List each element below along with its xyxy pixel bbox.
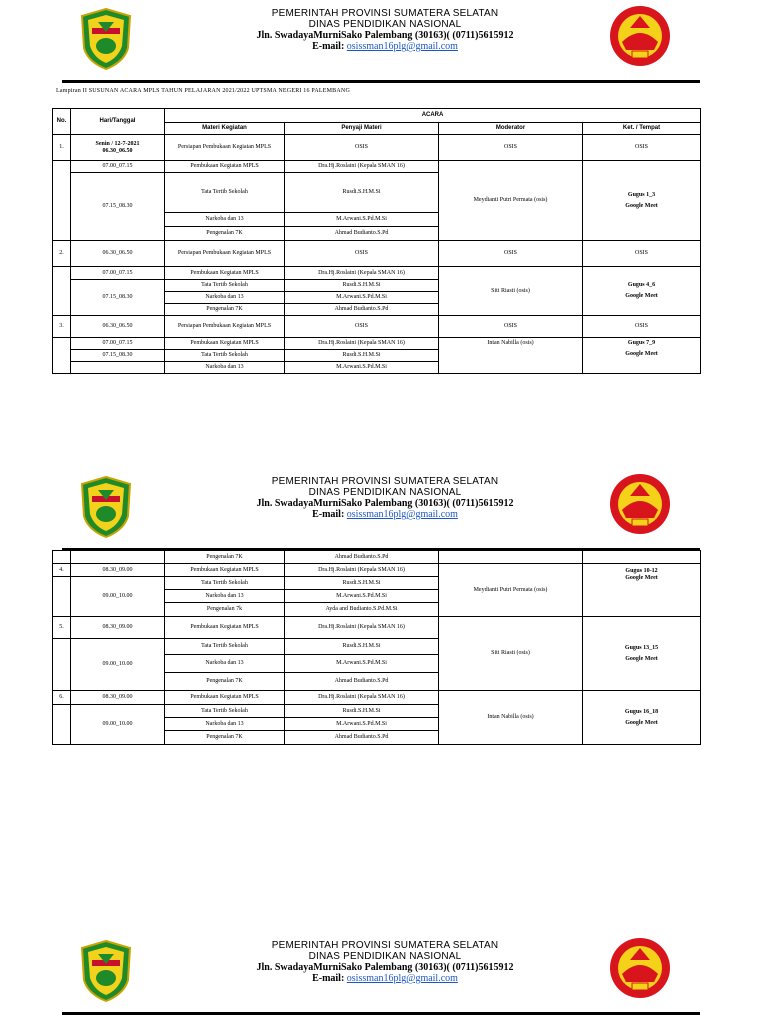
cell-no: 5.	[53, 617, 71, 639]
col-materi: Materi Kegiatan	[165, 123, 285, 135]
cell-materi: Narkoba dan 13	[165, 655, 285, 673]
cell-penyaji: Dra.Hj.Roslaini (Kepala SMAN 16)	[285, 564, 439, 577]
cell-materi: Pembukaan Kegiatan MPLS	[165, 564, 285, 577]
cell-time: 09.00_10.00	[71, 705, 165, 745]
cell-materi: Pembukaan Kegiatan MPLS	[165, 161, 285, 173]
cell-penyaji: Ayda and Budianto.S.Pd.M.Si	[285, 603, 439, 617]
col-penyaji: Penyaji Materi	[285, 123, 439, 135]
provincial-emblem-icon	[80, 940, 132, 1002]
cell-time: 07.00_07.15	[71, 338, 165, 350]
letterhead-address: Jln. SwadayaMurniSako Palembang (30163)( (0711)5615912	[256, 962, 514, 973]
header-divider	[62, 1012, 700, 1015]
cell-date-text: Senin / 12-7-2021	[95, 140, 140, 147]
table-row	[53, 551, 701, 564]
cell-moderator: Intan Nabilla (osis)	[439, 338, 583, 374]
cell-penyaji: OSIS	[285, 241, 439, 267]
cell-time: 06.30_06.50	[102, 147, 133, 154]
letterhead-text	[180, 476, 590, 520]
letterhead-text	[180, 8, 590, 52]
cell-no: 4.	[53, 564, 71, 577]
cell-materi: Pengenalan 7k	[165, 603, 285, 617]
cell-ket-place: Google Meet	[625, 719, 658, 726]
cell-penyaji: Ahmad Budianto.S.Pd	[285, 673, 439, 691]
cell-materi: Narkoba dan 13	[165, 292, 285, 304]
cell-time: 07.00_07.15	[71, 267, 165, 280]
cell-no: 3.	[53, 316, 71, 338]
schedule-table-2	[52, 550, 701, 745]
cell-materi: Pengenalan 7K	[165, 551, 285, 564]
cell-penyaji: M.Arwani.S.Pd.M.Si	[285, 213, 439, 227]
cell-time: 07.15_08.30	[71, 280, 165, 316]
cell-penyaji: Rusdi.S.H.M.Si	[285, 705, 439, 718]
cell-date	[71, 135, 165, 161]
cell-materi: Tata Tertib Sekolah	[165, 639, 285, 655]
table-row	[53, 161, 701, 173]
table-row	[53, 617, 701, 639]
letterhead-government: PEMERINTAH PROVINSI SUMATERA SELATAN	[271, 8, 499, 19]
cell-penyaji: M.Arwani.S.Pd.M.Si	[285, 590, 439, 603]
cell-no	[53, 161, 71, 241]
cell-penyaji: Ahmad Budianto.S.Pd	[285, 551, 439, 564]
letterhead	[0, 468, 768, 548]
cell-penyaji: Rusdi.S.H.M.Si	[285, 639, 439, 655]
cell-time: 07.00_07.15	[71, 161, 165, 173]
cell-no	[53, 639, 71, 691]
cell-time: 09.00_10.00	[71, 577, 165, 617]
cell-penyaji: Dra.Hj.Roslaini (Kepala SMAN 16)	[285, 161, 439, 173]
cell-penyaji: OSIS	[285, 135, 439, 161]
table-row	[53, 135, 701, 161]
letterhead-email-row	[180, 509, 590, 520]
school-emblem-icon	[608, 4, 672, 68]
cell-penyaji: Dra.Hj.Roslaini (Kepala SMAN 16)	[285, 267, 439, 280]
col-no: No.	[53, 109, 71, 135]
cell-materi: Pembukaan Kegiatan MPLS	[165, 338, 285, 350]
email-link[interactable]: osissman16plg@gmail.com	[346, 973, 458, 984]
cell-materi: Narkoba dan 13	[165, 590, 285, 603]
cell-no: 6.	[53, 691, 71, 705]
letterhead-text	[180, 940, 590, 984]
cell-ket	[583, 564, 701, 617]
cell-materi: Tata Tertib Sekolah	[165, 350, 285, 362]
cell-no: 1.	[53, 135, 71, 161]
cell-moderator: Siti Riasti (osis)	[439, 617, 583, 691]
letterhead	[0, 932, 768, 1012]
email-label: E-mail:	[312, 973, 347, 984]
letterhead-email-row	[180, 41, 590, 52]
cell-materi: Tata Tertib Sekolah	[165, 577, 285, 590]
cell-materi: Pembukaan Kegiatan MPLS	[165, 617, 285, 639]
cell-no	[53, 705, 71, 745]
cell-no: 2.	[53, 241, 71, 267]
cell-penyaji: Dra.Hj.Roslaini (Kepala SMAN 16)	[285, 338, 439, 350]
cell-penyaji: Rusdi.S.H.M.Si	[285, 173, 439, 213]
table-row	[53, 316, 701, 338]
letterhead-government: PEMERINTAH PROVINSI SUMATERA SELATAN	[271, 940, 499, 951]
table-row	[53, 564, 701, 577]
cell-ket: OSIS	[583, 135, 701, 161]
cell-materi: Pengenalan 7K	[165, 304, 285, 316]
cell-penyaji: Rusdi.S.H.M.Si	[285, 280, 439, 292]
letterhead-email-row	[180, 973, 590, 984]
cell-penyaji: M.Arwani.S.Pd.M.Si	[285, 718, 439, 731]
cell-ket-place: Google Meet	[625, 351, 658, 357]
cell-materi: Tata Tertib Sekolah	[165, 280, 285, 292]
cell-penyaji: Rusdi.S.H.M.Si	[285, 350, 439, 362]
col-ket: Ket. / Tempat	[583, 123, 701, 135]
header-divider	[62, 80, 700, 83]
cell-ket-group: Gugus 16_18	[624, 708, 659, 715]
table-row	[53, 691, 701, 705]
cell-materi: Pengenalan 7K	[165, 731, 285, 745]
cell-no	[53, 551, 71, 564]
school-emblem-icon	[608, 472, 672, 536]
cell-materi: Narkoba dan 13	[165, 362, 285, 374]
cell-materi: Persiapan Pembukaan Kegiatan MPLS	[165, 135, 285, 161]
email-label: E-mail:	[312, 41, 347, 52]
cell-penyaji: OSIS	[285, 316, 439, 338]
provincial-emblem-icon	[80, 476, 132, 538]
table-row	[53, 267, 701, 280]
cell-moderator: OSIS	[439, 316, 583, 338]
letterhead-department: DINAS PENDIDIKAN NASIONAL	[308, 19, 462, 30]
cell-penyaji: Dra.Hj.Roslaini (Kepala SMAN 16)	[285, 617, 439, 639]
cell-time: 07.15_08.30	[71, 350, 165, 362]
cell-time	[71, 551, 165, 564]
cell-moderator: OSIS	[439, 135, 583, 161]
letterhead-department: DINAS PENDIDIKAN NASIONAL	[308, 951, 462, 962]
letterhead-department: DINAS PENDIDIKAN NASIONAL	[308, 487, 462, 498]
cell-time: 06.30_06.50	[71, 241, 165, 267]
cell-ket-group: Gugus 10-12	[625, 568, 658, 574]
cell-ket	[583, 617, 701, 691]
cell-materi: Persiapan Pembukaan Kegiatan MPLS	[165, 241, 285, 267]
cell-ket-place: Google Meet	[625, 202, 658, 209]
cell-ket-group: Gugus 1_3	[627, 191, 656, 198]
cell-ket-place: Google Meet	[625, 575, 658, 581]
cell-ket	[583, 267, 701, 316]
cell-time	[71, 362, 165, 374]
cell-ket	[583, 691, 701, 745]
cell-moderator: Siti Riasti (osis)	[439, 267, 583, 316]
cell-ket-place: Google Meet	[625, 293, 658, 299]
cell-penyaji: Ahmad Budianto.S.Pd	[285, 731, 439, 745]
email-label: E-mail:	[312, 509, 347, 520]
school-emblem-icon	[608, 936, 672, 1000]
cell-materi: Pembukaan Kegiatan MPLS	[165, 267, 285, 280]
document-caption: Lampiran II SUSUNAN ACARA MPLS TAHUN PELAJARAN 2021/2022 UPTSMA NEGERI 16 PALEMBANG	[56, 88, 350, 94]
cell-ket	[583, 161, 701, 241]
cell-materi: Pengenalan 7K	[165, 227, 285, 241]
letterhead-address: Jln. SwadayaMurniSako Palembang (30163)( (0711)5615912	[256, 30, 514, 41]
cell-penyaji: M.Arwani.S.Pd.M.Si	[285, 655, 439, 673]
cell-moderator: OSIS	[439, 241, 583, 267]
cell-penyaji: M.Arwani.S.Pd.M.Si	[285, 362, 439, 374]
cell-time: 08.30_09.00	[71, 564, 165, 577]
cell-penyaji: Rusdi.S.H.M.Si	[285, 577, 439, 590]
cell-materi: Tata Tertib Sekolah	[165, 705, 285, 718]
cell-time: 08.30_09.00	[71, 617, 165, 639]
col-date: Hari/Tanggal	[71, 109, 165, 135]
cell-time: 06.30_06.50	[71, 316, 165, 338]
cell-no	[53, 338, 71, 374]
cell-ket	[583, 338, 701, 374]
cell-ket: OSIS	[583, 241, 701, 267]
cell-no	[53, 577, 71, 617]
cell-time: 07.15_08.30	[71, 173, 165, 241]
cell-ket	[583, 551, 701, 564]
cell-materi: Narkoba dan 13	[165, 213, 285, 227]
schedule-table-1	[52, 108, 701, 374]
cell-materi: Pengenalan 7K	[165, 673, 285, 691]
cell-time: 08.30_09.00	[71, 691, 165, 705]
col-acara: ACARA	[165, 109, 701, 123]
cell-moderator: Meydianti Putri Permata (osis)	[439, 161, 583, 241]
cell-ket-group: Gugus 4_6	[627, 282, 656, 288]
cell-moderator: Meydianti Putri Permata (osis)	[439, 564, 583, 617]
cell-penyaji: Dra.Hj.Roslaini (Kepala SMAN 16)	[285, 691, 439, 705]
email-link[interactable]: osissman16plg@gmail.com	[346, 509, 458, 520]
letterhead-government: PEMERINTAH PROVINSI SUMATERA SELATAN	[271, 476, 499, 487]
cell-materi: Tata Tertib Sekolah	[165, 173, 285, 213]
cell-ket-place: Google Meet	[625, 655, 658, 662]
cell-materi: Pembukaan Kegiatan MPLS	[165, 691, 285, 705]
email-link[interactable]: osissman16plg@gmail.com	[346, 41, 458, 52]
provincial-emblem-icon	[80, 8, 132, 70]
table-header-row	[53, 109, 701, 123]
cell-materi: Narkoba dan 13	[165, 718, 285, 731]
cell-ket-group: Gugus 13_15	[624, 644, 659, 651]
cell-penyaji: M.Arwani.S.Pd.M.Si	[285, 292, 439, 304]
cell-penyaji: Ahmad Budianto.S.Pd	[285, 304, 439, 316]
cell-ket-group: Gugus 7_9	[627, 340, 656, 346]
col-moderator: Moderator	[439, 123, 583, 135]
cell-ket: OSIS	[583, 316, 701, 338]
cell-materi: Persiapan Pembukaan Kegiatan MPLS	[165, 316, 285, 338]
table-row	[53, 338, 701, 350]
cell-moderator	[439, 551, 583, 564]
cell-moderator: Intan Nabilla (osis)	[439, 691, 583, 745]
cell-no	[53, 267, 71, 316]
cell-time: 09.00_10.00	[71, 639, 165, 691]
table-row	[53, 241, 701, 267]
cell-penyaji: Ahmad Budianto.S.Pd	[285, 227, 439, 241]
letterhead	[0, 0, 768, 80]
letterhead-address: Jln. SwadayaMurniSako Palembang (30163)( (0711)5615912	[256, 498, 514, 509]
